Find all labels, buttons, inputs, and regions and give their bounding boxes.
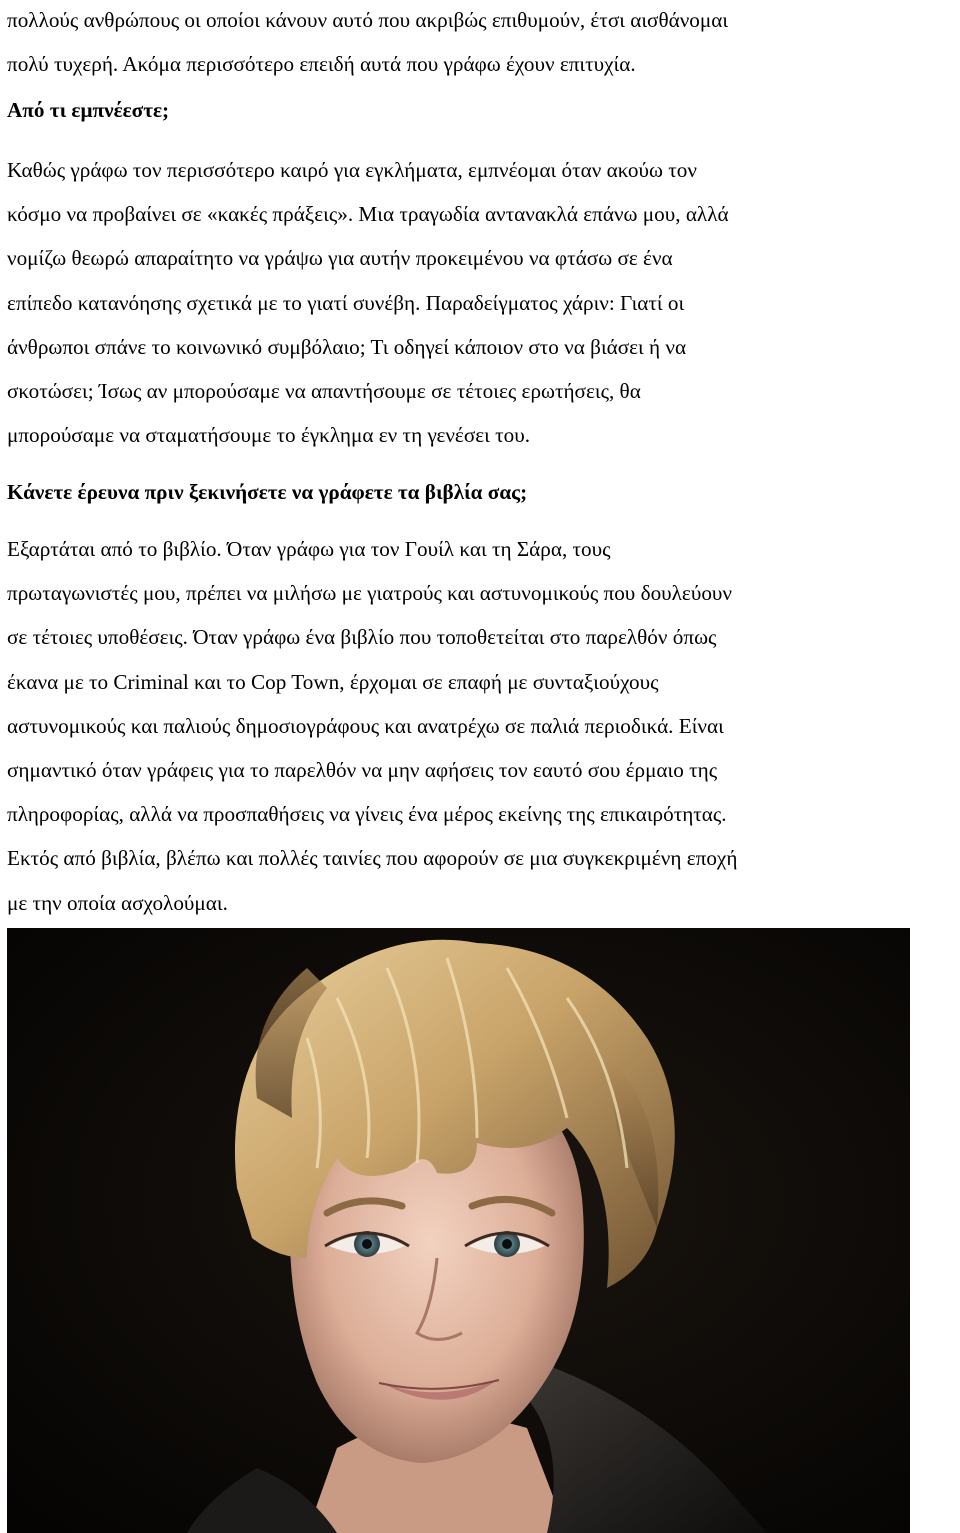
paragraph-3 (7, 527, 737, 925)
paragraph-line: έκανα με το Criminal και το Cop Town, έρχομαι σε επαφή με συνταξιούχους (7, 669, 659, 694)
paragraph-line: νομίζω θεωρώ απαραίτητο να γράψω για αυτήν προκειμένου να φτάσω σε ένα (7, 246, 673, 271)
paragraph-line: αστυνομικούς και παλιούς δημοσιογράφους και ανατρέχω σε παλιά περιοδικά. Είναι (7, 713, 724, 738)
paragraph-line: άνθρωποι σπάνε το κοινωνικό συμβόλαιο; Τι οδηγεί κάποιον στο να βιάσει ή να (7, 334, 687, 359)
paragraph-line: πληροφορίας, αλλά να προσπαθήσεις να γίνεις ένα μέρος εκείνης της επικαιρότητας. (7, 802, 727, 827)
question-heading-research: Κάνετε έρευνα πριν ξεκινήσετε να γράφετε τα βιβλία σας; (7, 480, 528, 504)
paragraph-line: κόσμο να προβαίνει σε «κακές πράξεις». Μια τραγωδία αντανακλά επάνω μου, αλλά (7, 202, 729, 227)
question-heading-inspiration: Από τι εμπνέεστε; (7, 98, 170, 122)
author-portrait-photo (7, 928, 910, 1533)
paragraph-line: σε τέτοιες υποθέσεις. Όταν γράφω ένα βιβλίο που τοποθετείται στο παρελθόν όπως (7, 625, 717, 650)
paragraph-line: πολλούς ανθρώπους οι οποίοι κάνουν αυτό που ακριβώς επιθυμούν, έτσι αισθάνομαι (7, 8, 729, 32)
paragraph-line: επίπεδο κατανόησης σχετικά με το γιατί συνέβη. Παραδείγματος χάριν: Γιατί οι (7, 290, 685, 315)
paragraph-1 (7, 0, 728, 86)
paragraph-line: Καθώς γράφω τον περισσότερο καιρό για εγκλήματα, εμπνέομαι όταν ακούω τον (7, 158, 697, 182)
paragraph-line: με την οποία ασχολούμαι. (7, 890, 228, 915)
left-pupil (362, 1239, 372, 1249)
paragraph-line: πρωταγωνιστές μου, πρέπει να μιλήσω με γιατρούς και αστυνομικούς που δουλεύουν (7, 581, 732, 606)
paragraph-line: μπορούσαμε να σταματήσουμε το έγκλημα εν τη γενέσει του. (7, 423, 531, 448)
paragraph-line: σημαντικό όταν γράφεις για το παρελθόν να μην αφήσεις τον εαυτό σου έρμαιο της (7, 757, 718, 782)
paragraph-line: Εκτός από βιβλία, βλέπω και πολλές ταινίες που αφορούν σε μια συγκεκριμένη εποχή (7, 846, 738, 871)
paragraph-line: πολύ τυχερή. Ακόμα περισσότερο επειδή αυτά που γράφω έχουν επιτυχία. (7, 52, 636, 77)
paragraph-line: Εξαρτάται από το βιβλίο. Όταν γράφω για τον Γουίλ και τη Σάρα, τους (7, 537, 611, 561)
right-pupil (502, 1239, 512, 1249)
paragraph-line: σκοτώσει; Ίσως αν μπορούσαμε να απαντήσουμε σε τέτοιες ερωτήσεις, θα (7, 378, 641, 403)
portrait-illustration (7, 928, 910, 1533)
paragraph-2 (7, 148, 729, 457)
